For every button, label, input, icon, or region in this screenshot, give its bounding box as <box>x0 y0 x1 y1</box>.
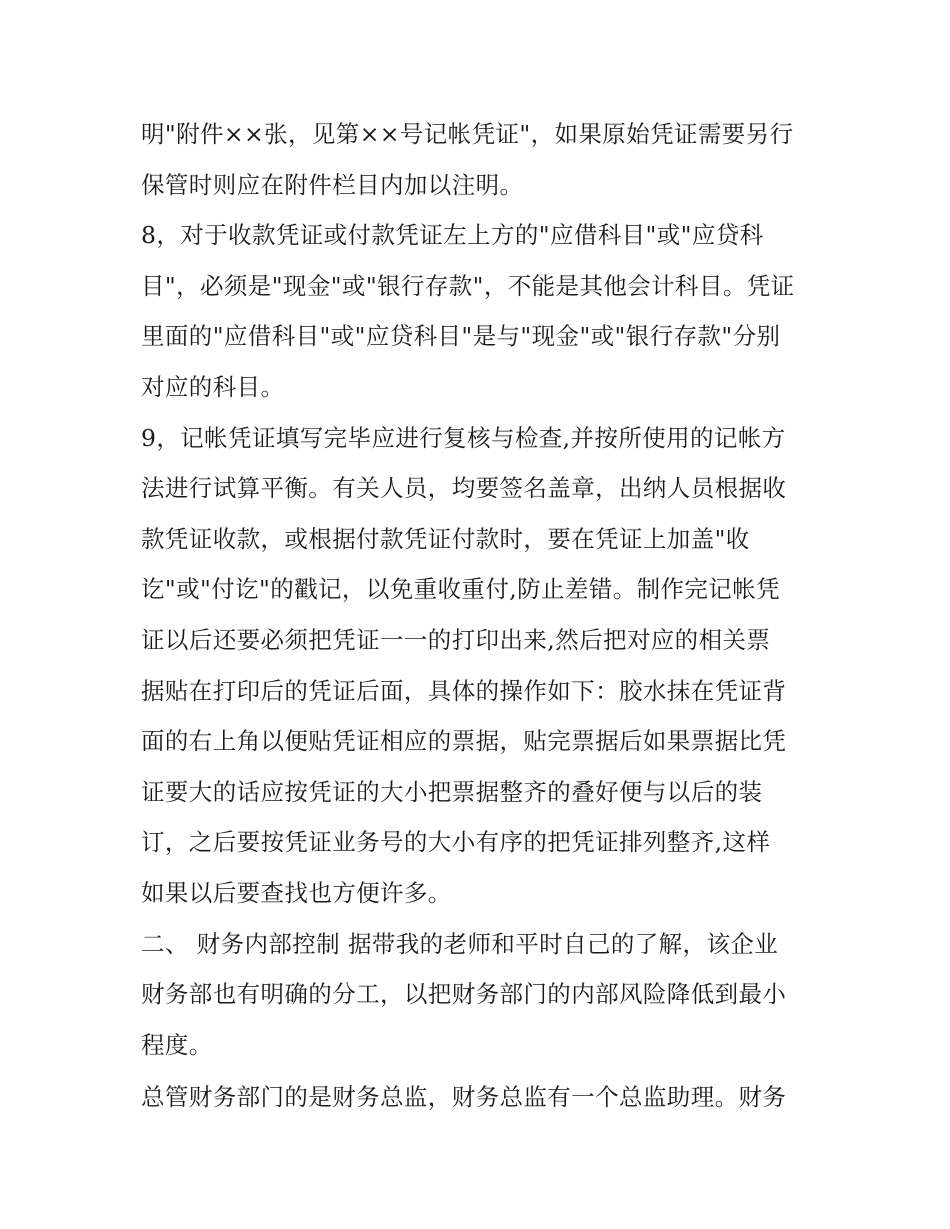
text-line: 目"，必须是"现金"或"银行存款"，不能是其他会计科目。凭证 <box>141 271 795 300</box>
text-line: 对应的科目。 <box>141 372 285 401</box>
text-line: 法进行试算平衡。有关人员，均要签名盖章，出纳人员根据收 <box>141 474 787 503</box>
text-line: 证要大的话应按凭证的大小把票据整齐的叠好便与以后的装 <box>141 777 763 806</box>
text-line: 讫"或"付讫"的戳记，以免重收重付,防止差错。制作完记帐凭 <box>141 575 780 604</box>
text-line: 总管财务部门的是财务总监，财务总监有一个总监助理。财务 <box>141 1083 787 1112</box>
text-line: 9，记帐凭证填写完毕应进行复核与检查,并按所使用的记帐方 <box>141 423 786 452</box>
text-line: 款凭证收款，或根据付款凭证付款时，要在凭证上加盖"收 <box>141 524 750 553</box>
text-line: 里面的"应借科目"或"应贷科目"是与"现金"或"银行存款"分别 <box>141 322 781 351</box>
text-line: 程度。 <box>141 1030 213 1059</box>
text-line: 8，对于收款凭证或付款凭证左上方的"应借科目"或"应贷科 <box>141 221 764 250</box>
text-line: 财务部也有明确的分工，以把财务部门的内部风险降低到最小 <box>141 980 787 1009</box>
text-line: 据贴在打印后的凭证后面，具体的操作如下：胶水抹在凭证背 <box>141 676 787 705</box>
text-line: 保管时则应在附件栏目内加以注明。 <box>141 170 524 199</box>
text-line: 面的右上角以便贴凭证相应的票据，贴完票据后如果票据比凭 <box>141 727 787 756</box>
document-body <box>141 109 821 1123</box>
text-line: 如果以后要查找也方便许多。 <box>141 878 452 907</box>
text-line: 二、 财务内部控制 据带我的老师和平时自己的了解，该企业 <box>141 929 779 958</box>
text-line: 明"附件××张，见第××号记帐凭证"，如果原始凭证需要另行 <box>141 120 794 148</box>
text-line: 证以后还要必须把凭证一一的打印出来,然后把对应的相关票 <box>141 625 771 654</box>
text-line: 订，之后要按凭证业务号的大小有序的把凭证排列整齐,这样 <box>141 828 771 857</box>
